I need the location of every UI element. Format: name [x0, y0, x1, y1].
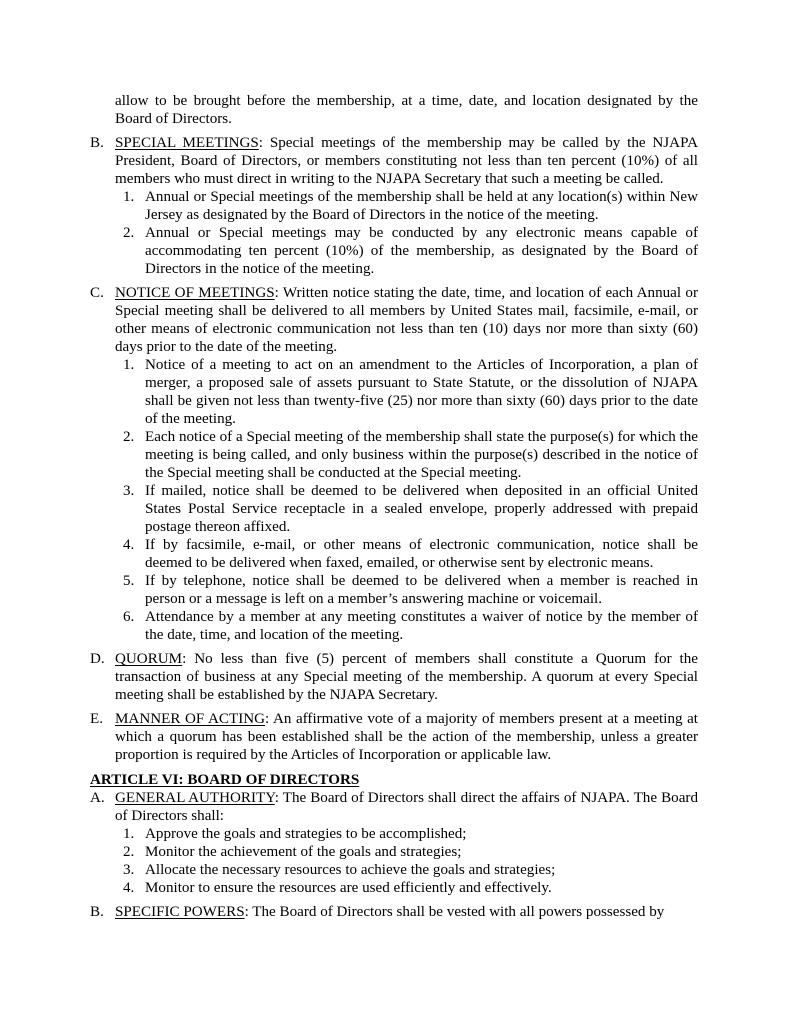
- item-number: 3.: [123, 862, 135, 878]
- item-text: Monitor to ensure the resources are used efficiently and effectively.: [145, 880, 552, 896]
- section-letter: B.: [90, 135, 104, 151]
- section-special-meetings: [90, 134, 698, 278]
- section-notice-of-meetings: [90, 284, 698, 644]
- section-title: SPECIFIC POWERS: [115, 904, 245, 920]
- section-letter: A.: [90, 790, 105, 806]
- section-title: QUORUM: [115, 651, 183, 667]
- item-number: 1.: [123, 826, 135, 842]
- list-item: [90, 428, 698, 482]
- item-text: If mailed, notice shall be deemed to be delivered when deposited in an official United States Postal Service receptacle in a sealed envelope, properly addressed with prepaid postage thereon affixed.: [145, 483, 698, 535]
- section-paragraph: [115, 284, 698, 356]
- item-number: 6.: [123, 609, 135, 625]
- section-general-authority: [90, 789, 698, 897]
- section-title: GENERAL AUTHORITY: [115, 790, 275, 806]
- continuation-paragraph: allow to be brought before the membership, at a time, date, and location designated by the Board of Directors.: [115, 93, 698, 127]
- list-item: [90, 188, 698, 224]
- section-specific-powers: [90, 903, 698, 921]
- section-text: : The Board of Directors shall be vested with all powers possessed by: [244, 904, 665, 920]
- section-paragraph: [115, 789, 698, 825]
- item-number: 5.: [123, 573, 135, 589]
- item-text: Each notice of a Special meeting of the membership shall state the purpose(s) for which the meeting is being called, and only business within the purpose(s) described in the notice of the Special meeting shall be conducted at the Special meeting.: [145, 429, 698, 481]
- item-number: 1.: [123, 189, 135, 205]
- section-title: SPECIAL MEETINGS: [115, 135, 259, 151]
- item-text: Attendance by a member at any meeting constitutes a waiver of notice by the member of the date, time, and location of the meeting.: [145, 609, 698, 643]
- section-title: NOTICE OF MEETINGS: [115, 285, 275, 301]
- page-content: [90, 92, 698, 921]
- section-letter: C.: [90, 285, 104, 301]
- section-letter: E.: [90, 711, 103, 727]
- item-number: 4.: [123, 537, 135, 553]
- item-text: Annual or Special meetings of the membership shall be held at any location(s) within New Jersey as designated by the Board of Directors in the notice of the meeting.: [145, 189, 698, 223]
- list-item: [90, 572, 698, 608]
- list-item: [90, 861, 698, 879]
- section-text: : Special meetings of the membership may be called by the NJAPA President, Board of Directors, or members constituting not less than ten percent (10%) of all members who must direct in writing to the NJAPA Secretary that such a meeting be called.: [115, 135, 698, 187]
- list-item: [90, 536, 698, 572]
- numbered-list: [115, 188, 698, 278]
- section-letter: B.: [90, 904, 104, 920]
- section-text: : Written notice stating the date, time, and location of each Annual or Special meeting shall be delivered to all members by United States mail, facsimile, e-mail, or other means of electronic communication not less than ten (10) days nor more than sixty (60) days prior to the date of the meeting.: [115, 285, 698, 355]
- item-number: 2.: [123, 225, 135, 241]
- item-text: Approve the goals and strategies to be accomplished;: [145, 826, 467, 842]
- numbered-list: [115, 825, 698, 897]
- item-text: Monitor the achievement of the goals and strategies;: [145, 844, 462, 860]
- section-paragraph: [115, 710, 698, 764]
- list-item: [90, 825, 698, 843]
- section-paragraph: [115, 903, 698, 921]
- section-paragraph: [115, 650, 698, 704]
- item-number: 2.: [123, 429, 135, 445]
- item-text: If by facsimile, e-mail, or other means of electronic communication, notice shall be deemed to be delivered when faxed, emailed, or otherwise sent by electronic means.: [145, 537, 698, 571]
- list-item: [90, 356, 698, 428]
- section-text: : No less than five (5) percent of members shall constitute a Quorum for the transaction of business at any Special meeting of the membership. A quorum at every Special meeting shall be established by the NJAPA Secretary.: [115, 651, 698, 703]
- section-letter: D.: [90, 651, 105, 667]
- item-number: 3.: [123, 483, 135, 499]
- section-quorum: [90, 650, 698, 704]
- item-text: Notice of a meeting to act on an amendment to the Articles of Incorporation, a plan of merger, a proposed sale of assets pursuant to State Statute, or the dissolution of NJAPA shall be given not less than twenty-five (25) nor more than sixty (60) days prior to the date of the meeting.: [145, 357, 698, 427]
- section-paragraph: [115, 134, 698, 188]
- list-item: [90, 224, 698, 278]
- section-text: : An affirmative vote of a majority of members present at a meeting at which a quorum has been established shall be the action of the membership, unless a greater proportion is required by the Articles of Incorporation or applicable law.: [115, 711, 699, 763]
- item-number: 4.: [123, 880, 135, 896]
- article-heading: ARTICLE VI: BOARD OF DIRECTORS: [90, 772, 360, 788]
- section-text: : The Board of Directors shall direct the affairs of NJAPA. The Board of Directors shall:: [115, 790, 698, 824]
- list-item: [90, 879, 698, 897]
- list-item: [90, 482, 698, 536]
- item-text: Allocate the necessary resources to achieve the goals and strategies;: [145, 862, 556, 878]
- item-text: Annual or Special meetings may be conducted by any electronic means capable of accommodating ten percent (10%) of the membership, as designated by the Board of Directors in the notice of the meeting.: [145, 225, 698, 277]
- section-title: MANNER OF ACTING: [115, 711, 266, 727]
- numbered-list: [115, 356, 698, 644]
- item-number: 1.: [123, 357, 135, 373]
- list-item: [90, 843, 698, 861]
- list-item: [90, 608, 698, 644]
- item-number: 2.: [123, 844, 135, 860]
- item-text: If by telephone, notice shall be deemed to be delivered when a member is reached in person or a message is left on a member’s answering machine or voicemail.: [145, 573, 698, 607]
- section-manner-of-acting: [90, 710, 698, 764]
